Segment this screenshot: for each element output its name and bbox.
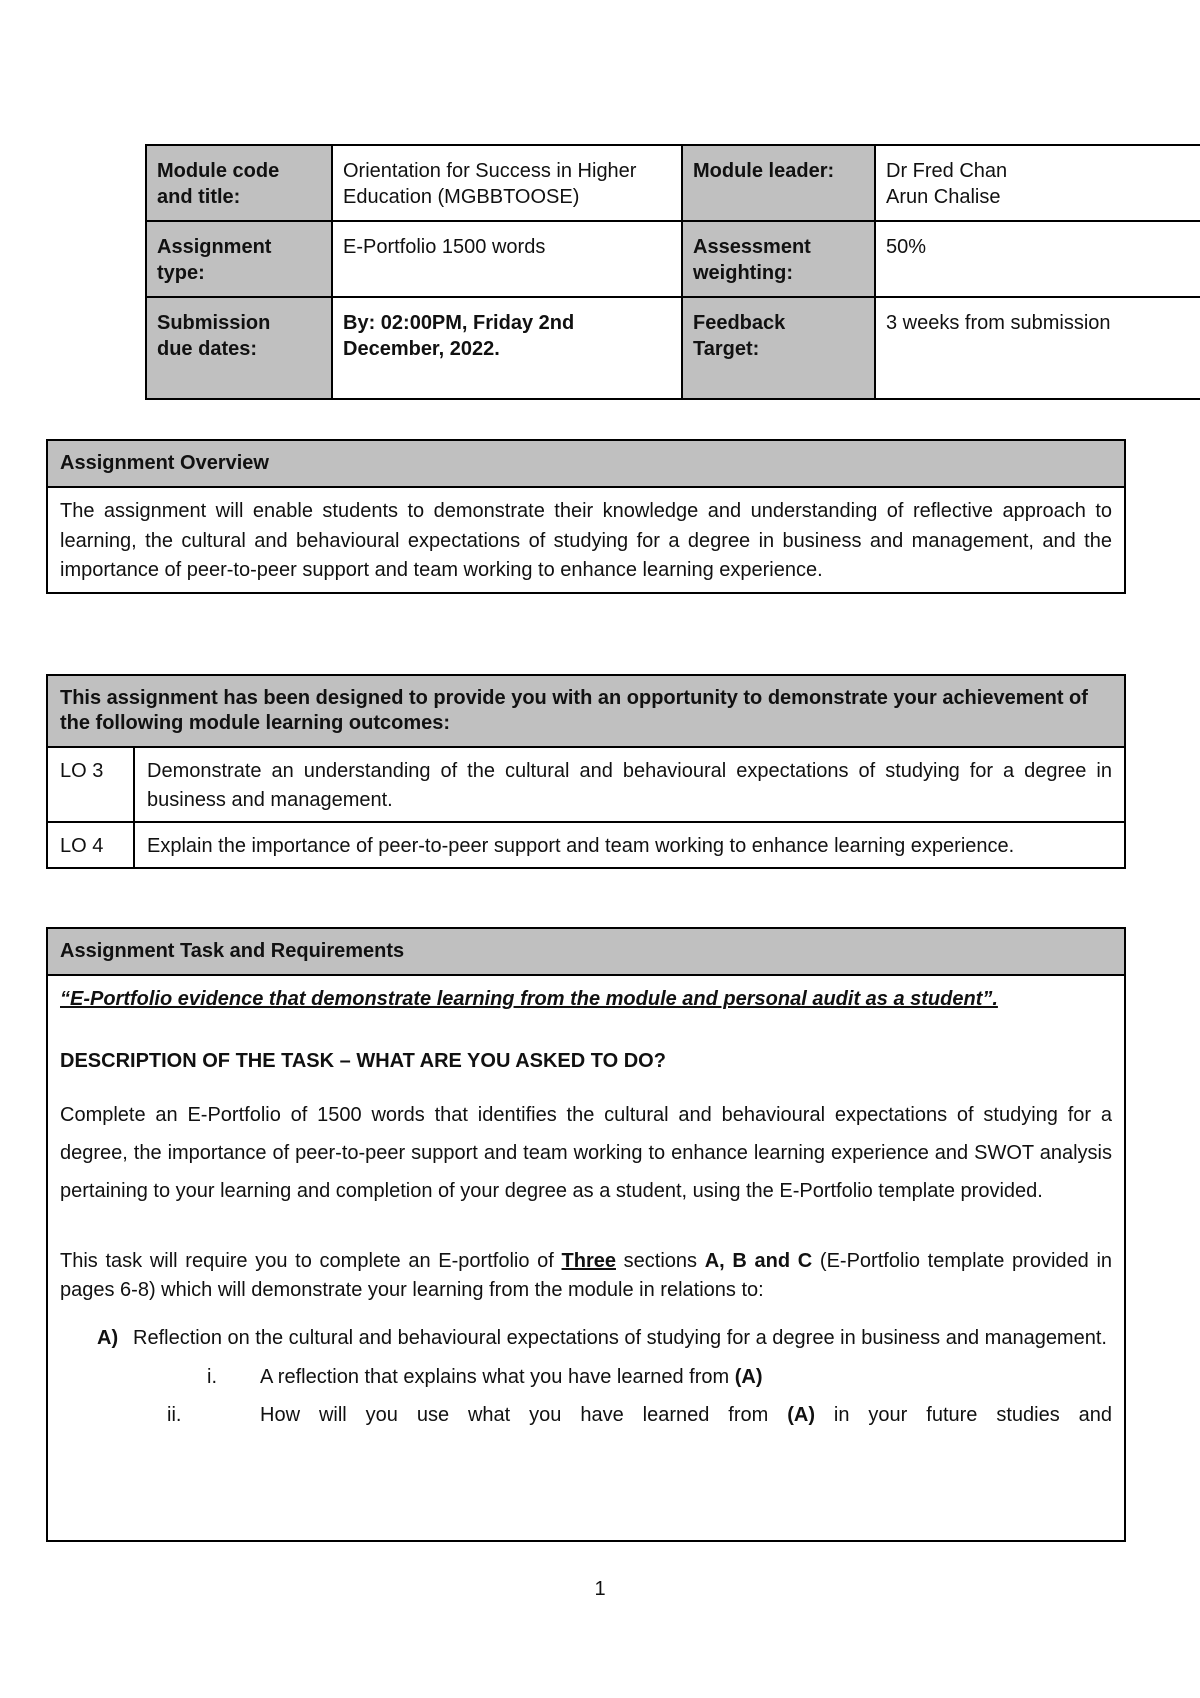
sub-list-item: i. A reflection that explains what you have learned from (A): [60, 1358, 1112, 1396]
outcomes-heading: This assignment has been designed to provide you with an opportunity to demonstrate your achievement of the following module learning outcomes:: [48, 676, 1124, 748]
assessment-weighting-label: Assessment weighting:: [682, 221, 875, 297]
task-quote: “E-Portfolio evidence that demonstrate learning from the module and personal audit as a student”.: [60, 988, 998, 1010]
task-paragraph: Complete an E-Portfolio of 1500 words that identifies the cultural and behavioural expectations of studying for a degree, the importance of peer-to-peer support and team working to enhance learning experience and SWOT analysis pertaining to your learning and completion of your degree as a student, using the E-Portfolio template provided.: [60, 1104, 1112, 1202]
assignment-task-box: [46, 927, 1126, 1542]
outcome-row: [48, 822, 1124, 867]
learning-outcomes-box: [46, 674, 1126, 869]
outcome-code: LO 4: [48, 822, 134, 867]
assignment-type-label: Assignment type:: [146, 221, 332, 297]
sub-list-item: ii. How will you use what you have learned from (A) in your future studies and: [60, 1396, 1112, 1434]
task-heading: Assignment Task and Requirements: [48, 929, 1124, 976]
outcome-text: Explain the importance of peer-to-peer support and team working to enhance learning experience.: [147, 835, 1015, 857]
assignment-overview-box: [46, 439, 1126, 594]
overview-heading: Assignment Overview: [48, 441, 1124, 488]
submission-due-label: Submission due dates:: [146, 297, 332, 399]
task-body: [48, 976, 1124, 1434]
learning-outcomes-table: [48, 748, 1124, 867]
list-item-text: Reflection on the cultural and behavioural expectations of studying for a degree in business and management.: [133, 1327, 1107, 1349]
submission-due-value: By: 02:00PM, Friday 2nd December, 2022.: [332, 297, 682, 399]
module-info-table: [145, 144, 1200, 400]
module-leader-label: Module leader:: [682, 145, 875, 221]
page-number: 1: [594, 1578, 606, 1600]
assessment-weighting-value: 50%: [875, 221, 1200, 297]
list-marker: A): [97, 1327, 119, 1349]
task-sections-paragraph: This task will require you to complete an E-portfolio of Three sections A, B and C (E-Portfolio template provided in pages 6-8) which will demonstrate your learning from the module in relations to:: [60, 1250, 1113, 1301]
sub-list-marker: ii.: [167, 1404, 182, 1426]
sub-list-marker: i.: [207, 1366, 217, 1388]
module-code-value: Orientation for Success in Higher Education (MGBBTOOSE): [332, 145, 682, 221]
outcome-code: LO 3: [48, 748, 134, 822]
task-description-heading: DESCRIPTION OF THE TASK – WHAT ARE YOU ASKED TO DO?: [60, 1050, 666, 1072]
assignment-type-value: E-Portfolio 1500 words: [332, 221, 682, 297]
outcome-row: [48, 748, 1124, 822]
overview-body: The assignment will enable students to demonstrate their knowledge and understanding of reflective approach to learning, the cultural and behavioural expectations of studying for a degree in business and management, and the importance of peer-to-peer support and team working to enhance learning experience.: [60, 500, 1112, 581]
feedback-target-label: Feedback Target:: [682, 297, 875, 399]
outcome-text: Demonstrate an understanding of the cultural and behavioural expectations of studying for a degree in business and management.: [134, 748, 1124, 822]
list-item: [60, 1319, 1112, 1358]
feedback-target-value: 3 weeks from submission: [875, 297, 1200, 399]
sections-list: A, B and C: [704, 1250, 813, 1272]
module-leader-value: Dr Fred Chan Arun Chalise: [875, 145, 1200, 221]
three-sections-emphasis: Three: [561, 1250, 616, 1272]
module-code-label: Module code and title:: [146, 145, 332, 221]
